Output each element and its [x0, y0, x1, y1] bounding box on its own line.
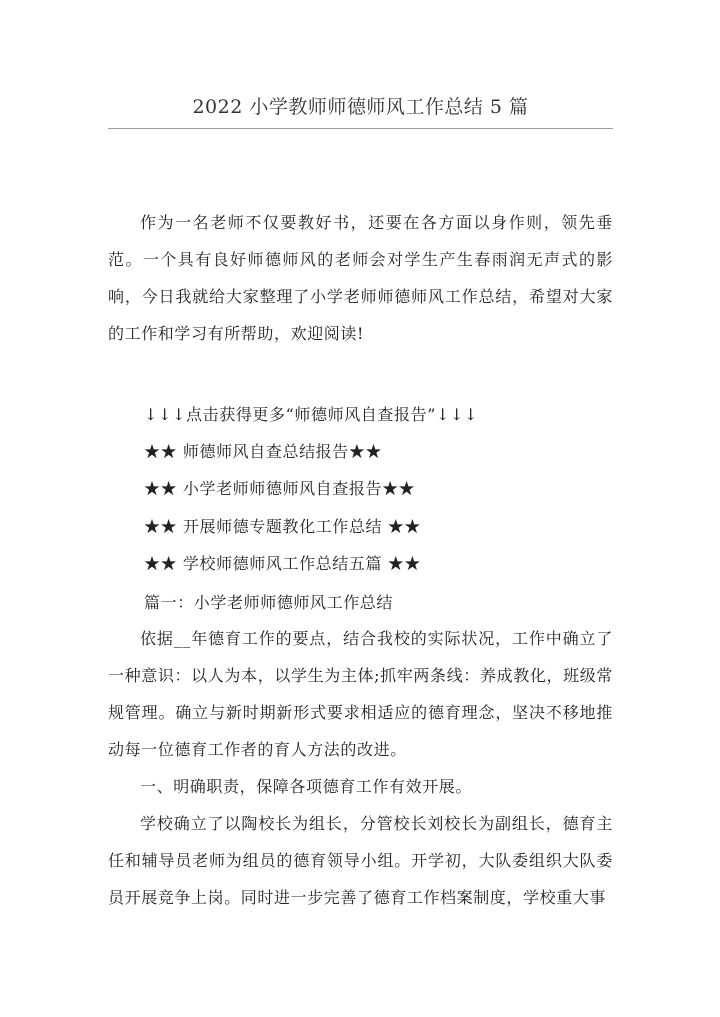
body-paragraph-1: 依据__年德育工作的要点，结合我校的实际状况，工作中确立了一种意识：以人为本，以学生为主体;抓牢两条线：养成教化，班级常规管理。确立与新时期新形式要求相适应的德育理念，坚决不移地推动每一位德育工作者的育人方法的改进。	[108, 629, 613, 759]
related-link-1[interactable]: ★★ 师德师风自查总结报告★★	[144, 442, 383, 461]
title-divider	[108, 128, 613, 129]
body-heading-1: 一、明确职责，保障各项德育工作有效开展。	[140, 777, 473, 796]
section-heading: 篇一：小学老师师德师风工作总结	[144, 593, 394, 612]
related-link-3[interactable]: ★★ 开展师德专题教化工作总结 ★★	[144, 517, 421, 536]
main-body	[108, 620, 613, 916]
more-reports-link[interactable]: ↓↓↓点击获得更多“师德师风自查报告”↓↓↓	[144, 405, 478, 424]
intro-paragraph: 作为一名老师不仅要教好书，还要在各方面以身作则，领先垂范。一个具有良好师德师风的老师会对学生产生春雨润无声式的影响，今日我就给大家整理了小学老师师德师风工作总结，希望对大家的工作和学习有所帮助，欢迎阅读!	[108, 213, 613, 343]
intro-block	[108, 204, 613, 352]
related-link-2[interactable]: ★★ 小学老师师德师风自查报告★★	[144, 479, 416, 498]
body-paragraph-2: 学校确立了以陶校长为组长，分管校长刘校长为副组长，德育主任和辅导员老师为组员的德育领导小组。开学初，大队委组织大队委员开展竞争上岗。同时进一步完善了德育工作档案制度，学校重大事	[108, 814, 613, 907]
document-title: 2022 小学教师师德师风工作总结 5 篇	[192, 96, 529, 118]
related-link-4[interactable]: ★★ 学校师德师风工作总结五篇 ★★	[144, 554, 421, 573]
